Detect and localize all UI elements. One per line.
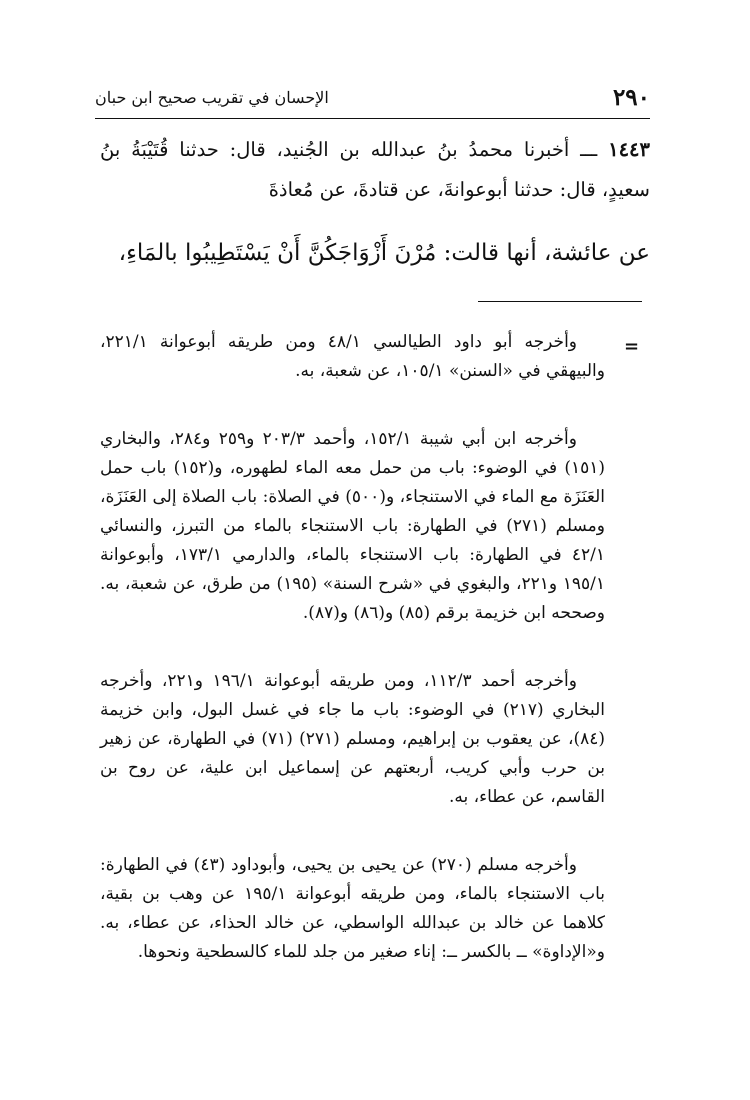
- isnad-text: ـــ أخبرنا محمدُ بنُ عبدالله بن الجُنيد، قال: حدثنا قُتَيْبَةُ بنُ سعيدٍ، قال: حدثنا أبوعوانةَ، عن قتادةَ، عن مُعاذةَ: [100, 138, 650, 201]
- footnote-paragraph: وأخرجه مسلم (٢٧٠) عن يحيى بن يحيى، وأبوداود (٤٣) في الطهارة: باب الاستنجاء بالماء، ومن طريقه أبوعوانة ١٩٥/١ عن وهب بن بقية، كلاهما عن خالد بن عبدالله الواسطي، عن خالد الحذاء، عن عطاء، به. و«الإداوة» ــ بالكسر ــ: إناء صغير من جلد للماء كالسطحية ونحوها.: [100, 855, 605, 962]
- page-number: ٢٩٠: [612, 84, 650, 111]
- book-title: الإحسان في تقريب صحيح ابن حبان: [95, 88, 329, 107]
- footnote-continuation-mark: =: [624, 336, 640, 357]
- running-header: [95, 82, 650, 112]
- hadith-entry: [100, 130, 650, 276]
- header-rule: [95, 118, 650, 119]
- hadith-number: ١٤٤٣: [608, 138, 650, 161]
- footnote-paragraph: وأخرجه أبو داود الطيالسي ٤٨/١ ومن طريقه أبوعوانة ٢٢١/١، والبيهقي في «السنن» ١٠٥/١، عن شعبة، به.: [100, 332, 605, 381]
- footnote-paragraph: وأخرجه ابن أبي شيبة ١٥٢/١، وأحمد ٢٠٣/٣ و٢٥٩ و٢٨٤، والبخاري (١٥١) في الوضوء: باب من حمل معه الماء لطهوره، و(١٥٢) باب حمل العَنَزَة مع الماء في الاستنجاء، و(٥٠٠) في الصلاة: باب الصلاة إلى العَنَزَة، ومسلم (٢٧١) في الطهارة: باب الاستنجاء بالماء من التبرز، والنسائي ٤٢/١ في الطهارة: باب الاستنجاء بالماء، والدارمي ١٧٣/١، وأبوعوانة ١٩٥/١ و٢٢١، والبغوي في «شرح السنة» (١٩٥) من طرق، عن شعبة، به. وصححه ابن خزيمة برقم (٨٥) و(٨٦) و(٨٧).: [100, 429, 606, 623]
- hadith-isnad: [100, 130, 650, 210]
- hadith-matn: عن عائشة، أنها قالت: مُرْنَ أَزْوَاجَكُنَّ أَنْ يَسْتَطِيبُوا بالمَاءِ،: [118, 240, 650, 266]
- footnote-paragraph: وأخرجه أحمد ١١٢/٣، ومن طريقه أبوعوانة ١٩٦/١ و٢٢١، وأخرجه البخاري (٢١٧) في الوضوء: باب ما جاء في غسل البول، وابن خزيمة (٨٤)، عن يعقوب بن إبراهيم، ومسلم (٢٧١) (٧١) في الطهارة، عن زهير بن حرب وأبي كريب، أربعتهم عن إسماعيل ابن علية، عن روح بن القاسم، عن عطاء، به.: [100, 671, 606, 807]
- footnote-rule: [478, 301, 642, 302]
- footnotes: [100, 328, 605, 1006]
